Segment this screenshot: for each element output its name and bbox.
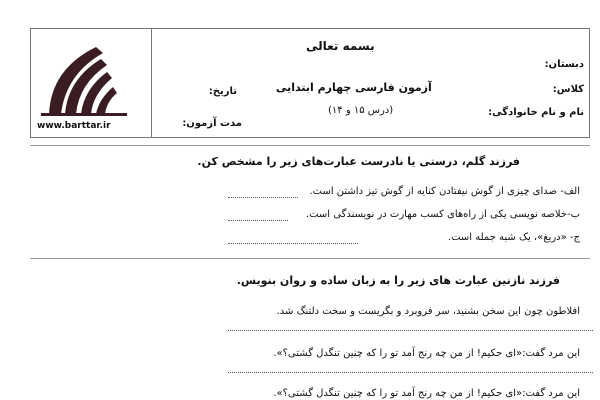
exam-lessons: (درس ۱۵ و ۱۴) — [328, 105, 394, 116]
exam-header — [30, 28, 590, 138]
question1-item-b: ب-خلاصه نویسی یکی از راه‌های کسب مهارت در نویسندگی است. — [305, 209, 580, 220]
answer-blank[interactable] — [228, 243, 358, 244]
section-divider — [30, 258, 590, 259]
question2-item-3: این مرد گفت:«ای حکیم! از من چه رنج آمد تو را که چنین تنگدل گشتی؟». — [273, 388, 580, 399]
answer-line[interactable] — [228, 372, 593, 373]
school-label: دبستان: — [544, 59, 584, 70]
student-name-label: نام و نام خانوادگی: — [488, 107, 584, 118]
answer-blank[interactable] — [228, 197, 298, 198]
class-label: کلاس: — [552, 84, 584, 95]
section-divider — [30, 145, 590, 146]
date-label: تاریخ: — [208, 86, 237, 97]
duration-label: مدت آزمون: — [182, 118, 242, 129]
logo-area — [31, 29, 152, 137]
question2-title: فرزند نازنین عبارت های زیر را به زبان ساده و روان بنویس. — [236, 274, 560, 287]
question2-item-2: این مرد گفت:«ای حکیم! از من چه رنج آمد تو را که چنین تنگدل گشتی؟». — [273, 348, 580, 359]
site-url[interactable]: www.barttar.ir — [37, 121, 111, 131]
question1-title: فرزند گلم، درستی یا نادرست عبارت‌های زیر را مشخص کن. — [197, 155, 520, 168]
question1-item-c: ج- «دریغ»، یک شبه جمله است. — [447, 232, 580, 243]
exam-title: آزمون فارسی چهارم ابتدایی — [276, 81, 432, 94]
answer-line[interactable] — [228, 330, 593, 331]
barttar-logo-icon — [41, 39, 131, 117]
question1-item-a: الف- صدای چیزی از گوش نیفتادن کنایه از گوش تیز داشتن است. — [309, 186, 580, 197]
page-title: بسمه تعالی — [306, 39, 375, 53]
answer-blank[interactable] — [228, 220, 288, 221]
question2-item-1: افلاطون چون این سخن بشنید، سر فروبرد و بگریست و سخت دلتنگ شد. — [276, 306, 580, 317]
